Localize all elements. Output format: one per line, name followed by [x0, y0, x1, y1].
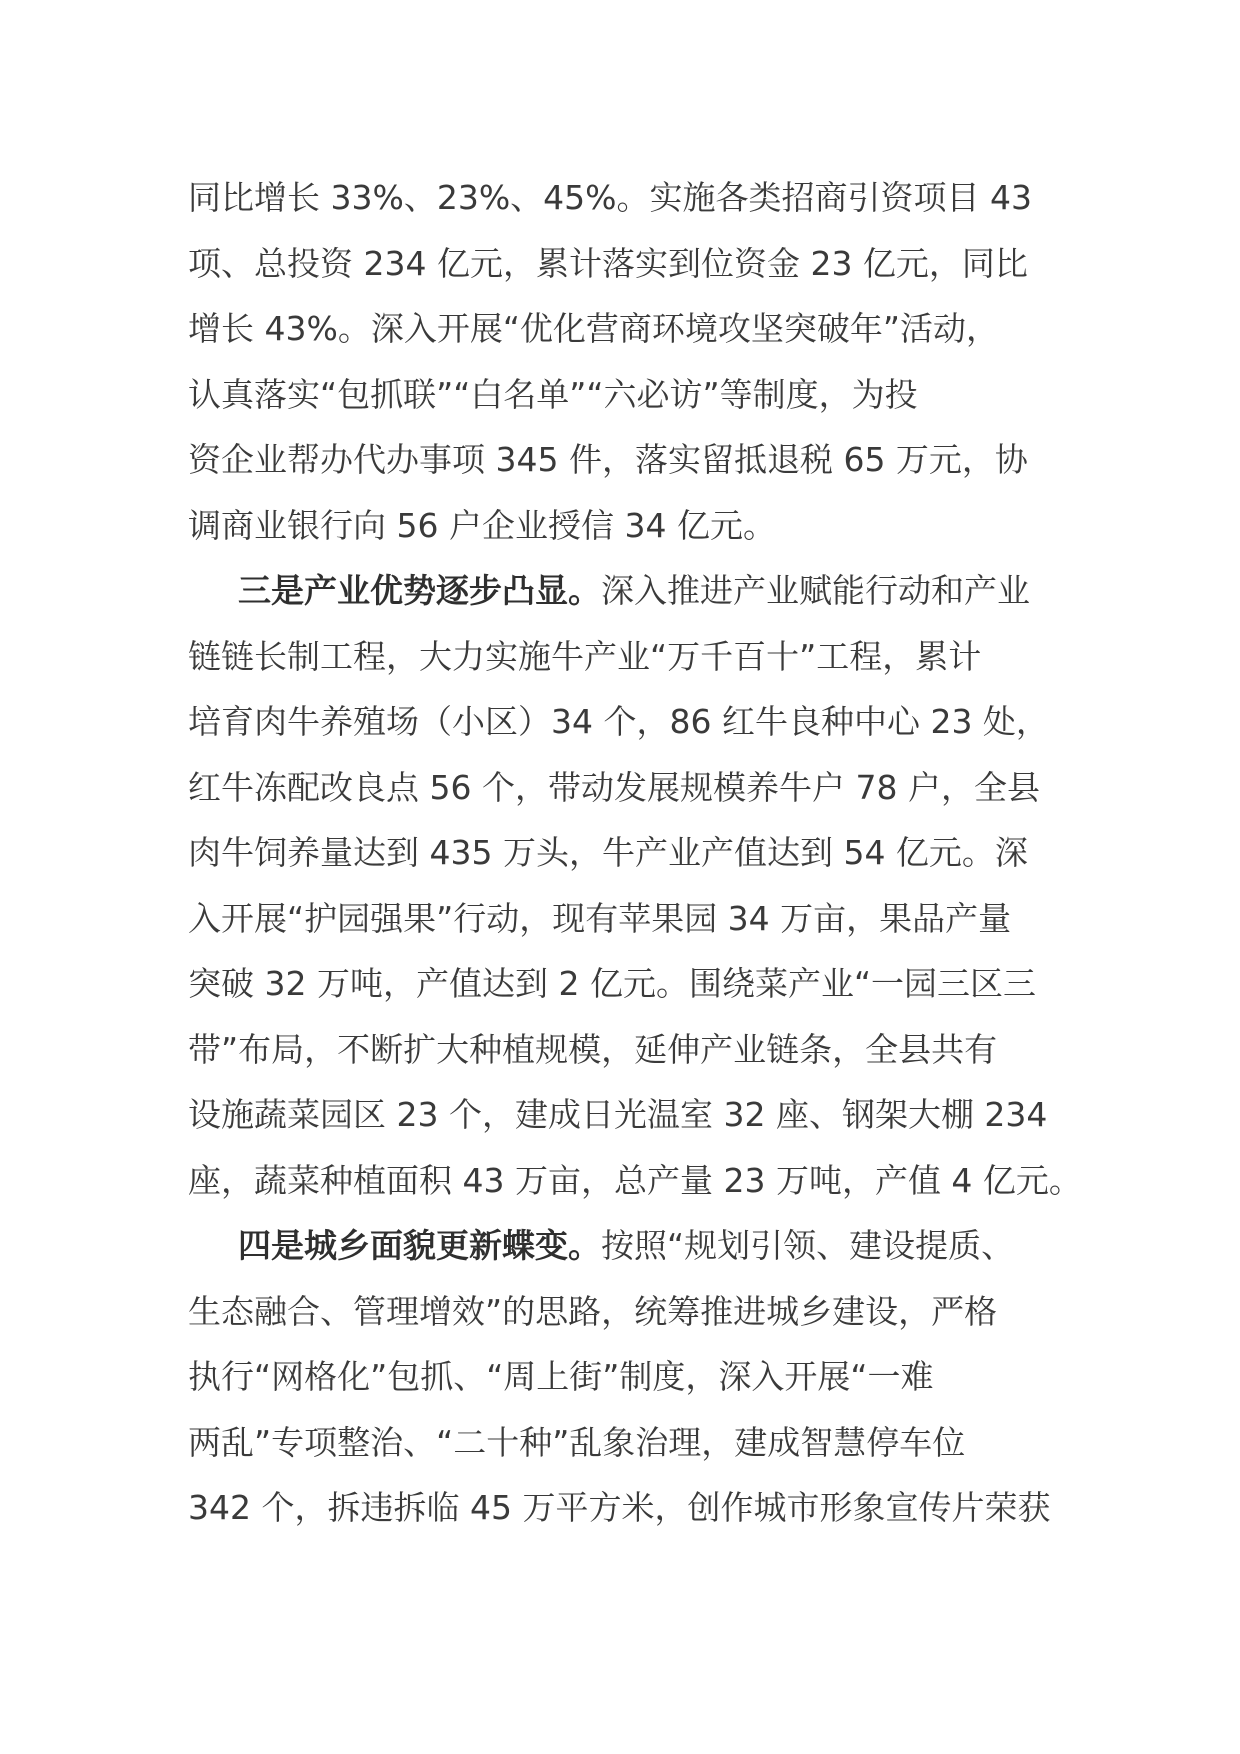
paragraph-heading-urban: 四是城乡面貌更新蝶变。	[238, 1226, 601, 1265]
text-segment: 深入推进产业赋能行动和产业	[601, 571, 1030, 610]
text-line: 链链长制工程，大力实施牛产业“万千百十”工程，累计	[188, 636, 982, 676]
text-line: 执行“网格化”包抓、“周上街”制度，深入开展“一难	[188, 1357, 934, 1396]
text-line: 入开展“护园强果”行动，现有苹果园 34 万亩，果品产量	[188, 898, 1012, 938]
text-line: 培育肉牛养殖场（小区）34 个，86 红牛良种中心 23 处，	[188, 702, 1049, 741]
text-line: 调商业银行向 56 户企业授信 34 亿元。	[188, 505, 776, 545]
text-line-first	[188, 1213, 1068, 1279]
text-line: 肉牛饲养量达到 435 万头，牛产业产值达到 54 亿元。深	[188, 833, 1028, 872]
text-line: 两乱”专项整治、“二十种”乱象治理，建成智慧停车位	[188, 1422, 966, 1462]
paragraph-urban	[188, 1213, 1068, 1541]
text-line: 项、总投资 234 亿元，累计落实到位资金 23 亿元，同比	[188, 243, 1028, 283]
text-line: 设施蔬菜园区 23 个，建成日光温室 32 座、钢架大棚 234	[188, 1095, 1048, 1134]
paragraph-industry	[188, 558, 1082, 1213]
text-line: 带”布局，不断扩大种植规模，延伸产业链条，全县共有	[188, 1029, 998, 1069]
body-text	[188, 165, 1082, 1541]
text-line: 增长 43%。深入开展“优化营商环境攻坚突破年”活动，	[188, 309, 1000, 348]
text-segment: 按照“规划引领、建设提质、	[601, 1226, 1015, 1265]
text-line: 同比增长 33%、23%、45%。实施各类招商引资项目 43	[188, 178, 1033, 217]
text-line: 突破 32 万吨，产值达到 2 亿元。围绕菜产业“一园三区三	[188, 964, 1037, 1003]
text-line-first	[188, 558, 1068, 624]
text-line: 生态融合、管理增效”的思路，统筹推进城乡建设，严格	[188, 1291, 998, 1331]
text-line: 座，蔬菜种植面积 43 万亩，总产量 23 万吨，产值 4 亿元。	[188, 1160, 1082, 1200]
paragraph-investment	[188, 165, 1068, 558]
text-line: 资企业帮办代办事项 345 件，落实留抵退税 65 万元，协	[188, 440, 1028, 479]
paragraph-heading-industry: 三是产业优势逐步凸显。	[238, 571, 601, 610]
text-line: 342 个，拆违拆临 45 万平方米，创作城市形象宣传片荣获	[188, 1488, 1051, 1527]
text-line: 认真落实“包抓联”“白名单”“六必访”等制度，为投	[188, 374, 918, 414]
text-line: 红牛冻配改良点 56 个，带动发展规模养牛户 78 户，全县	[188, 767, 1040, 807]
